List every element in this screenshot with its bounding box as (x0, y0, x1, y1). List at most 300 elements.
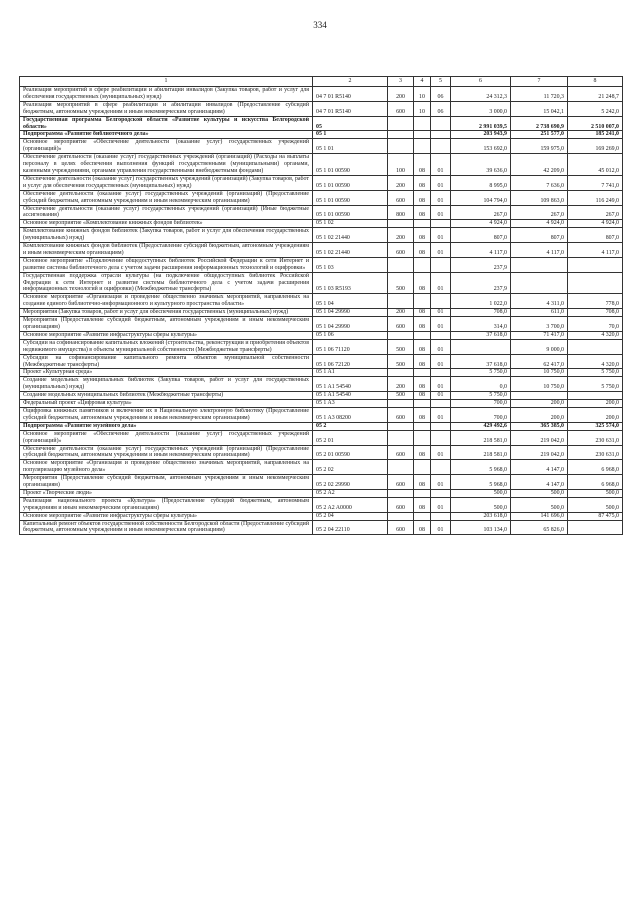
row-vr-cell: 600 (388, 520, 414, 535)
row-name-cell: Реализация мероприятий в сфере реабилитации и абилитации инвалидов (Предоставление субсидий бюджетным, автономным учреждениям и иным некоммерческим организациям) (20, 101, 313, 116)
row-amount-2-cell: 11 720,3 (511, 87, 568, 102)
row-name-cell: Основное мероприятие «Комплектование книжных фондов библиотек» (20, 220, 313, 228)
row-vr-cell: 500 (388, 392, 414, 400)
header-cell: 5 (431, 77, 451, 87)
row-pr-cell (431, 131, 451, 139)
row-amount-1-cell: 203 943,9 (451, 131, 511, 139)
row-name-cell: Основное мероприятие «Организация и проведение общественно значимых мероприятий, направленных на популяризацию музейного дела» (20, 460, 313, 475)
row-vr-cell: 200 (388, 228, 414, 243)
table-row (20, 294, 623, 309)
row-vr-cell: 200 (388, 175, 414, 190)
row-amount-1-cell: 153 692,0 (451, 139, 511, 154)
row-pr-cell (431, 257, 451, 272)
row-amount-3-cell: 4 924,0 (568, 220, 623, 228)
header-cell: 1 (20, 77, 313, 87)
row-pr-cell: 01 (431, 445, 451, 460)
row-rz-cell (414, 369, 431, 377)
table-row (20, 243, 623, 258)
row-pr-cell (431, 116, 451, 131)
row-amount-3-cell: 116 249,0 (568, 190, 623, 205)
row-code-cell: 05 1 01 00590 (313, 154, 388, 176)
row-amount-1-cell: 203 618,0 (451, 512, 511, 520)
row-name-cell: Мероприятия (Предоставление субсидий бюджетным, автономным учреждениям и иным некоммерческим организациям) (20, 317, 313, 332)
table-row (20, 460, 623, 475)
row-amount-2-cell: 219 042,0 (511, 430, 568, 445)
row-code-cell: 05 1 02 21440 (313, 228, 388, 243)
row-amount-3-cell: 807,0 (568, 228, 623, 243)
budget-table (19, 76, 623, 535)
row-code-cell: 04 7 01 R5140 (313, 101, 388, 116)
row-vr-cell: 600 (388, 243, 414, 258)
row-name-cell: Комплектование книжных фондов библиотек (Предоставление субсидий бюджетным, автономным учреждениям и иным некоммерческим организациям) (20, 243, 313, 258)
row-amount-2-cell: 500,0 (511, 489, 568, 497)
row-pr-cell: 01 (431, 392, 451, 400)
row-amount-3-cell: 4 117,0 (568, 243, 623, 258)
row-amount-3-cell: 70,0 (568, 317, 623, 332)
row-pr-cell: 01 (431, 309, 451, 317)
row-code-cell: 05 2 A2 A0000 (313, 497, 388, 512)
row-pr-cell (431, 331, 451, 339)
row-amount-2-cell (511, 272, 568, 294)
row-rz-cell: 08 (414, 520, 431, 535)
row-amount-3-cell: 6 968,0 (568, 460, 623, 475)
row-vr-cell: 600 (388, 190, 414, 205)
row-vr-cell: 800 (388, 205, 414, 220)
row-pr-cell (431, 430, 451, 445)
row-amount-1-cell: 314,0 (451, 317, 511, 332)
table-row (20, 205, 623, 220)
row-amount-1-cell: 500,0 (451, 489, 511, 497)
table-row (20, 101, 623, 116)
row-name-cell: Основное мероприятие «Обеспечение деятельности (оказание услуг) государственных учреждений (организаций)» (20, 139, 313, 154)
row-rz-cell (414, 131, 431, 139)
row-amount-2-cell: 4 924,0 (511, 220, 568, 228)
row-code-cell: 05 1 03 R5193 (313, 272, 388, 294)
row-name-cell: Реализация национального проекта «Культура» (Предоставление субсидий бюджетным, автономным учреждениям и иным некоммерческим организациям) (20, 497, 313, 512)
row-amount-1-cell: 8 995,0 (451, 175, 511, 190)
row-amount-1-cell: 104 794,0 (451, 190, 511, 205)
row-amount-1-cell: 267,0 (451, 205, 511, 220)
row-pr-cell (431, 512, 451, 520)
row-amount-3-cell: 230 631,0 (568, 445, 623, 460)
row-amount-3-cell: 708,0 (568, 309, 623, 317)
row-code-cell: 05 2 02 (313, 460, 388, 475)
row-name-cell: Обеспечение деятельности (оказание услуг) государственных учреждений (организаций) (Предоставление субсидий бюджетным, автономным учреждениям и иным некоммерческим организациям) (20, 445, 313, 460)
row-vr-cell: 500 (388, 354, 414, 369)
row-vr-cell (388, 430, 414, 445)
row-vr-cell: 600 (388, 101, 414, 116)
row-amount-2-cell: 365 385,0 (511, 422, 568, 430)
row-pr-cell: 01 (431, 205, 451, 220)
table-row (20, 272, 623, 294)
table-row (20, 430, 623, 445)
row-rz-cell: 10 (414, 87, 431, 102)
row-rz-cell: 08 (414, 175, 431, 190)
row-pr-cell: 06 (431, 87, 451, 102)
row-amount-1-cell: 103 134,0 (451, 520, 511, 535)
table-row (20, 175, 623, 190)
row-amount-2-cell: 4 117,0 (511, 243, 568, 258)
row-vr-cell: 600 (388, 497, 414, 512)
row-code-cell: 05 1 02 21440 (313, 243, 388, 258)
row-amount-3-cell: 4 320,0 (568, 331, 623, 339)
row-rz-cell: 08 (414, 407, 431, 422)
row-rz-cell: 08 (414, 445, 431, 460)
row-code-cell: 05 1 04 (313, 294, 388, 309)
row-amount-2-cell: 9 000,0 (511, 339, 568, 354)
row-name-cell: Создание модельных муниципальных библиотек (Закупка товаров, работ и услуг для государственных (муниципальных) нужд) (20, 377, 313, 392)
table-row (20, 497, 623, 512)
row-rz-cell (414, 489, 431, 497)
row-code-cell: 04 7 01 R5140 (313, 87, 388, 102)
page-number: 334 (313, 20, 327, 30)
row-amount-3-cell: 169 269,0 (568, 139, 623, 154)
row-pr-cell (431, 400, 451, 408)
row-code-cell: 05 1 A1 54540 (313, 377, 388, 392)
row-name-cell: Государственная поддержка отрасли культуры (на подключение общедоступных библиотек Российской Федерации к сети Интернет и развитие системы библиотечного дела с учетом задачи расширения информационных технологий и оцифровки) (Межбюджетные трансферты) (20, 272, 313, 294)
row-vr-cell: 200 (388, 87, 414, 102)
row-rz-cell (414, 220, 431, 228)
row-amount-2-cell: 2 738 690,9 (511, 116, 568, 131)
row-vr-cell: 100 (388, 154, 414, 176)
row-name-cell: Государственная программа Белгородской области «Развитие культуры и искусства Белгородской области» (20, 116, 313, 131)
row-name-cell: Создание модельных муниципальных библиотек (Межбюджетные трансферты) (20, 392, 313, 400)
row-amount-1-cell: 37 618,0 (451, 354, 511, 369)
row-amount-1-cell: 237,9 (451, 272, 511, 294)
table-row (20, 139, 623, 154)
row-vr-cell (388, 139, 414, 154)
row-vr-cell (388, 369, 414, 377)
row-amount-1-cell: 4 924,0 (451, 220, 511, 228)
table-row (20, 309, 623, 317)
row-rz-cell: 08 (414, 190, 431, 205)
row-code-cell: 05 (313, 116, 388, 131)
row-amount-3-cell: 267,0 (568, 205, 623, 220)
row-amount-1-cell: 3 000,0 (451, 101, 511, 116)
row-name-cell: Подпрограмма «Развитие музейного дела» (20, 422, 313, 430)
row-rz-cell: 08 (414, 377, 431, 392)
row-amount-3-cell (568, 339, 623, 354)
row-rz-cell (414, 400, 431, 408)
row-amount-1-cell: 39 636,0 (451, 154, 511, 176)
row-pr-cell (431, 460, 451, 475)
row-amount-2-cell: 4 147,0 (511, 460, 568, 475)
row-amount-1-cell: 429 492,6 (451, 422, 511, 430)
row-code-cell: 05 1 (313, 131, 388, 139)
table-row (20, 520, 623, 535)
row-rz-cell: 08 (414, 392, 431, 400)
row-pr-cell (431, 489, 451, 497)
row-amount-2-cell: 611,0 (511, 309, 568, 317)
table-row (20, 228, 623, 243)
row-vr-cell (388, 220, 414, 228)
row-amount-1-cell: 1 022,0 (451, 294, 511, 309)
row-code-cell: 05 2 04 22110 (313, 520, 388, 535)
row-name-cell: Мероприятия (Закупка товаров, работ и услуг для обеспечения государственных (муниципальных) нужд) (20, 309, 313, 317)
row-vr-cell (388, 116, 414, 131)
row-name-cell: Оцифровка книжных памятников и включение их в Национальную электронную библиотеку (Предоставление субсидий бюджетным, автономным учреждениям и иным некоммерческим организациям) (20, 407, 313, 422)
row-pr-cell (431, 220, 451, 228)
row-rz-cell (414, 116, 431, 131)
row-code-cell: 05 1 06 (313, 331, 388, 339)
row-name-cell: Обеспечение деятельности (оказание услуг) государственных учреждений (организаций) (Расходы на выплаты персоналу в целях обеспечения выполнения функций государственными (муниципальными) органами, казенными учреждениями, органами управления государственными внебюджетными фондами) (20, 154, 313, 176)
row-amount-1-cell: 5 968,0 (451, 460, 511, 475)
row-amount-2-cell: 159 975,0 (511, 139, 568, 154)
table-row (20, 392, 623, 400)
table-row (20, 407, 623, 422)
row-amount-2-cell: 65 826,0 (511, 520, 568, 535)
table-row (20, 369, 623, 377)
header-cell: 3 (388, 77, 414, 87)
row-amount-3-cell: 230 631,0 (568, 430, 623, 445)
row-pr-cell (431, 369, 451, 377)
row-pr-cell: 01 (431, 190, 451, 205)
row-amount-3-cell: 4 320,0 (568, 354, 623, 369)
row-amount-1-cell (451, 339, 511, 354)
row-pr-cell: 01 (431, 377, 451, 392)
row-code-cell: 05 1 04 29990 (313, 317, 388, 332)
row-pr-cell: 06 (431, 101, 451, 116)
row-amount-3-cell: 5 750,0 (568, 377, 623, 392)
row-name-cell: Обеспечение деятельности (оказание услуг) государственных учреждений (организаций) (Предоставление субсидий бюджетным, автономным учреждениям и иным некоммерческим организациям) (20, 190, 313, 205)
row-amount-3-cell: 2 510 007,0 (568, 116, 623, 131)
row-rz-cell (414, 294, 431, 309)
table-row (20, 331, 623, 339)
row-amount-3-cell: 200,0 (568, 407, 623, 422)
header-cell: 2 (313, 77, 388, 87)
row-amount-1-cell: 218 581,0 (451, 445, 511, 460)
table-row (20, 87, 623, 102)
row-rz-cell: 08 (414, 243, 431, 258)
row-code-cell: 05 1 A1 54540 (313, 392, 388, 400)
header-cell: 7 (511, 77, 568, 87)
row-amount-2-cell: 4 147,0 (511, 475, 568, 490)
row-amount-1-cell: 2 991 039,5 (451, 116, 511, 131)
row-amount-1-cell: 5 750,0 (451, 392, 511, 400)
row-amount-3-cell (568, 520, 623, 535)
row-amount-3-cell (568, 257, 623, 272)
row-code-cell: 05 1 A3 (313, 400, 388, 408)
row-name-cell: Основное мероприятие «Организация и проведение общественно значимых мероприятий, направленных на создание единого библиотечно-информационного и культурного пространства области» (20, 294, 313, 309)
table-row (20, 445, 623, 460)
row-amount-3-cell: 21 248,7 (568, 87, 623, 102)
table-row (20, 475, 623, 490)
table-row (20, 257, 623, 272)
row-rz-cell: 08 (414, 497, 431, 512)
row-rz-cell: 08 (414, 309, 431, 317)
table-row (20, 154, 623, 176)
row-rz-cell: 08 (414, 228, 431, 243)
row-rz-cell (414, 460, 431, 475)
row-vr-cell (388, 460, 414, 475)
row-amount-2-cell: 219 042,0 (511, 445, 568, 460)
table-row (20, 131, 623, 139)
table-row (20, 377, 623, 392)
row-pr-cell: 01 (431, 354, 451, 369)
row-code-cell: 05 2 01 (313, 430, 388, 445)
row-vr-cell (388, 400, 414, 408)
row-vr-cell (388, 131, 414, 139)
row-amount-3-cell: 5 242,0 (568, 101, 623, 116)
table-row (20, 220, 623, 228)
row-amount-2-cell: 4 311,0 (511, 294, 568, 309)
row-amount-1-cell: 700,0 (451, 400, 511, 408)
row-amount-1-cell: 708,0 (451, 309, 511, 317)
header-cell: 6 (451, 77, 511, 87)
row-pr-cell (431, 422, 451, 430)
row-rz-cell: 08 (414, 475, 431, 490)
row-vr-cell (388, 422, 414, 430)
row-name-cell: Проект «Культурная среда» (20, 369, 313, 377)
row-pr-cell: 01 (431, 317, 451, 332)
row-name-cell: Подпрограмма «Развитие библиотечного дела» (20, 131, 313, 139)
row-vr-cell (388, 294, 414, 309)
row-amount-3-cell: 325 574,0 (568, 422, 623, 430)
row-code-cell: 05 2 A2 (313, 489, 388, 497)
row-rz-cell: 08 (414, 154, 431, 176)
row-name-cell: Капитальный ремонт объектов государственной собственности Белгородской области (Предоставление субсидий бюджетным, автономным учреждениям и иным некоммерческим организациям) (20, 520, 313, 535)
row-rz-cell: 08 (414, 205, 431, 220)
row-amount-3-cell (568, 272, 623, 294)
row-amount-2-cell: 10 750,0 (511, 369, 568, 377)
row-amount-1-cell: 500,0 (451, 497, 511, 512)
row-name-cell: Реализация мероприятий в сфере реабилитации и абилитации инвалидов (Закупка товаров, работ и услуг для обеспечения государственных (муниципальных) нужд) (20, 87, 313, 102)
row-code-cell: 05 2 01 00590 (313, 445, 388, 460)
row-pr-cell: 01 (431, 175, 451, 190)
row-vr-cell (388, 512, 414, 520)
row-code-cell: 05 2 02 29990 (313, 475, 388, 490)
row-amount-1-cell: 0,0 (451, 377, 511, 392)
row-amount-3-cell: 7 741,0 (568, 175, 623, 190)
row-name-cell: Основное мероприятие «Развитие инфраструктуры сферы культуры» (20, 331, 313, 339)
row-amount-2-cell: 7 636,0 (511, 175, 568, 190)
row-amount-2-cell (511, 257, 568, 272)
row-code-cell: 05 1 01 (313, 139, 388, 154)
row-vr-cell: 600 (388, 407, 414, 422)
row-pr-cell: 01 (431, 154, 451, 176)
table-row (20, 489, 623, 497)
row-pr-cell: 01 (431, 243, 451, 258)
table-row (20, 190, 623, 205)
row-amount-1-cell: 4 117,0 (451, 243, 511, 258)
row-vr-cell: 500 (388, 339, 414, 354)
row-name-cell: Обеспечение деятельности (оказание услуг) государственных учреждений (организаций) (Закупка товаров, работ и услуг для обеспечения государственных (муниципальных) нужд) (20, 175, 313, 190)
row-code-cell: 05 1 04 29990 (313, 309, 388, 317)
table-header-row (20, 77, 623, 87)
row-name-cell: Проект «Творческие люди» (20, 489, 313, 497)
row-amount-1-cell: 700,0 (451, 407, 511, 422)
row-amount-3-cell: 500,0 (568, 497, 623, 512)
row-amount-2-cell: 200,0 (511, 407, 568, 422)
header-cell: 4 (414, 77, 431, 87)
row-rz-cell: 08 (414, 339, 431, 354)
row-amount-1-cell: 237,9 (451, 257, 511, 272)
row-rz-cell: 10 (414, 101, 431, 116)
row-amount-3-cell: 87 475,0 (568, 512, 623, 520)
row-pr-cell (431, 294, 451, 309)
row-amount-2-cell: 500,0 (511, 497, 568, 512)
row-amount-1-cell: 218 581,0 (451, 430, 511, 445)
row-amount-2-cell: 251 577,0 (511, 131, 568, 139)
table-row (20, 317, 623, 332)
row-amount-1-cell: 5 750,0 (451, 369, 511, 377)
row-pr-cell: 01 (431, 497, 451, 512)
row-vr-cell: 200 (388, 377, 414, 392)
row-rz-cell (414, 430, 431, 445)
row-amount-1-cell: 37 618,0 (451, 331, 511, 339)
row-amount-3-cell: 5 750,0 (568, 369, 623, 377)
row-rz-cell (414, 139, 431, 154)
row-amount-2-cell: 3 700,0 (511, 317, 568, 332)
row-amount-3-cell: 200,0 (568, 400, 623, 408)
row-rz-cell: 08 (414, 354, 431, 369)
row-code-cell: 05 1 06 71120 (313, 339, 388, 354)
table-row (20, 339, 623, 354)
row-pr-cell (431, 139, 451, 154)
row-code-cell: 05 1 01 00590 (313, 205, 388, 220)
row-amount-3-cell (568, 392, 623, 400)
row-amount-2-cell: 200,0 (511, 400, 568, 408)
row-pr-cell: 01 (431, 228, 451, 243)
row-amount-2-cell: 807,0 (511, 228, 568, 243)
row-vr-cell (388, 489, 414, 497)
row-rz-cell: 08 (414, 272, 431, 294)
row-pr-cell: 01 (431, 339, 451, 354)
row-name-cell: Субсидии на софинансирование капитальных вложений (строительства, реконструкции и приобретения объектов недвижимого имущества) в объекты муниципальной собственности (Межбюджетные трансферты) (20, 339, 313, 354)
row-name-cell: Основное мероприятие «Подключение общедоступных библиотек Российской Федерации к сети Интернет и развитие системы библиотечного дела с учетом задачи расширения информационных технологий и оцифровки» (20, 257, 313, 272)
table-row (20, 400, 623, 408)
row-rz-cell: 08 (414, 317, 431, 332)
row-pr-cell: 01 (431, 272, 451, 294)
row-amount-2-cell: 109 863,0 (511, 190, 568, 205)
row-amount-3-cell: 778,0 (568, 294, 623, 309)
table-row (20, 512, 623, 520)
row-name-cell: Основное мероприятие «Развитие инфраструктуры сферы культуры» (20, 512, 313, 520)
row-name-cell: Основное мероприятие «Обеспечение деятельности (оказание услуг) государственных учреждений (организаций)» (20, 430, 313, 445)
row-pr-cell: 01 (431, 475, 451, 490)
row-amount-2-cell: 267,0 (511, 205, 568, 220)
row-amount-2-cell: 71 417,0 (511, 331, 568, 339)
row-vr-cell: 500 (388, 272, 414, 294)
row-code-cell: 05 1 A1 (313, 369, 388, 377)
row-code-cell: 05 2 (313, 422, 388, 430)
row-amount-3-cell: 185 241,0 (568, 131, 623, 139)
row-vr-cell: 600 (388, 475, 414, 490)
row-vr-cell: 600 (388, 317, 414, 332)
row-code-cell: 05 1 06 72120 (313, 354, 388, 369)
row-amount-1-cell: 5 968,0 (451, 475, 511, 490)
row-amount-1-cell: 24 312,3 (451, 87, 511, 102)
row-rz-cell (414, 257, 431, 272)
row-code-cell: 05 1 02 (313, 220, 388, 228)
row-name-cell: Субсидии на софинансирование капитального ремонта объектов муниципальной собственности (Межбюджетные трансферты) (20, 354, 313, 369)
row-code-cell: 05 1 01 00590 (313, 190, 388, 205)
row-amount-3-cell: 45 012,0 (568, 154, 623, 176)
row-name-cell: Обеспечение деятельности (оказание услуг) государственных учреждений (организаций) (Иные бюджетные ассигнования) (20, 205, 313, 220)
row-rz-cell (414, 422, 431, 430)
row-rz-cell (414, 512, 431, 520)
row-vr-cell: 600 (388, 445, 414, 460)
row-vr-cell: 200 (388, 309, 414, 317)
row-name-cell: Комплектование книжных фондов библиотек (Закупка товаров, работ и услуг для обеспечения государственных (муниципальных) нужд) (20, 228, 313, 243)
row-pr-cell: 01 (431, 520, 451, 535)
table-row (20, 354, 623, 369)
row-rz-cell (414, 331, 431, 339)
row-amount-2-cell: 10 750,0 (511, 377, 568, 392)
row-code-cell: 05 1 A3 08200 (313, 407, 388, 422)
row-code-cell: 05 2 04 (313, 512, 388, 520)
row-amount-3-cell: 6 968,0 (568, 475, 623, 490)
